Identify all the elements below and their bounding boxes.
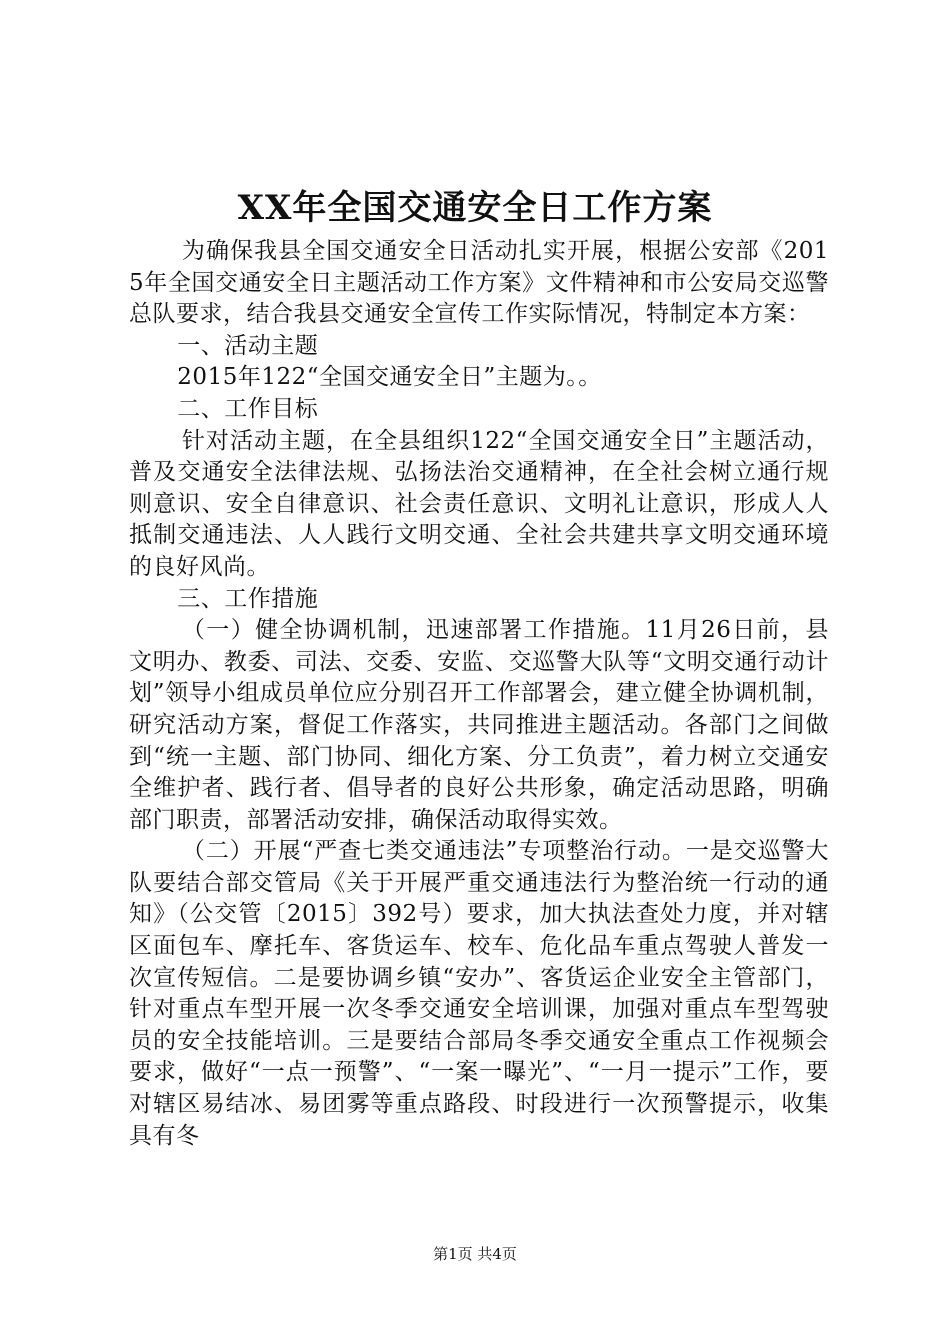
section-heading-measures: 三、工作措施: [177, 585, 319, 612]
section-heading-goals: 二、工作目标: [177, 395, 319, 422]
intro-paragraph: 为确保我县全国交通安全日活动扎实开展，根据公安部《2015年全国交通安全日主题活动工作方案》文件精神和市公安局交巡警总队要求，结合我县交通安全宣传工作实际情况，特制定本方案：: [129, 238, 829, 328]
document-body: [129, 236, 829, 1152]
measure-paragraph-1: （一）健全协调机制，迅速部署工作措施。11月26日前，县文明办、教委、司法、交委、安监、交巡警大队等“文明交通行动计划”领导小组成员单位应分别召开工作部署会，建立健全协调机制，研究活动方案，督促工作落实，共同推进主题活动。各部门之间做到“统一主题、部门协同、细化方案、分工负责”，着力树立交通安全维护者、践行者、倡导者的良好公共形象，确定活动思路，明确部门职责，部署活动安排，确保活动取得实效。: [129, 617, 829, 833]
document-title: XX年全国交通安全日工作方案: [237, 188, 713, 228]
section-heading-theme: 一、活动主题: [177, 332, 319, 359]
measure-paragraph-2: （二）开展“严查七类交通违法”专项整治行动。一是交巡警大队要结合部交管局《关于开展严重交通违法行为整治统一行动的通知》（公交管〔2015〕392号）要求，加大执法查处力度，并对辖区面包车、摩托车、客货运车、校车、危化品车重点驾驶人普发一次宣传短信。二是要协调乡镇“安办”、客货运企业安全主管部门，针对重点车型开展一次冬季交通安全培训课，加强对重点车型驾驶员的安全技能培训。三是要结合部局冬季交通安全重点工作视频会要求，做好“一点一预警”、“一案一曝光”、“一月一提示”工作，要对辖区易结冰、易团雾等重点路段、时段进行一次预警提示，收集具有冬: [129, 838, 829, 1149]
goals-paragraph: 针对活动主题，在全县组织122“全国交通安全日”主题活动，普及交通安全法律法规、弘扬法治交通精神，在全社会树立通行规则意识、安全自律意识、社会责任意识、文明礼让意识，形成人人抵制交通违法、人人践行文明交通、全社会共建共享文明交通环境的良好风尚。: [129, 427, 829, 580]
page-footer: 第1页 共4页: [433, 1245, 517, 1263]
theme-paragraph: 2015年122“全国交通安全日”主题为。。: [177, 364, 602, 391]
